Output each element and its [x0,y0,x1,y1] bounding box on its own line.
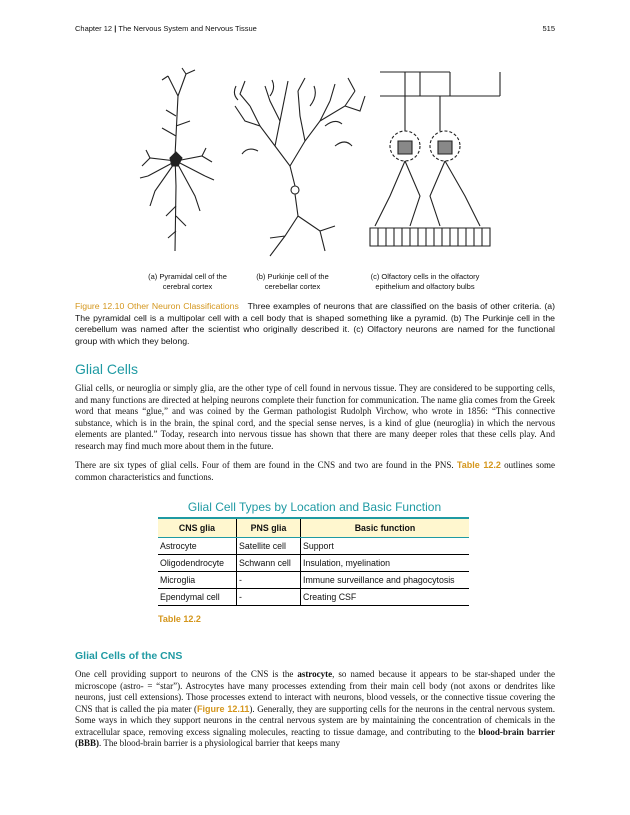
table-label: Table 12.2 [158,614,201,624]
caption-c [355,272,495,292]
term-astrocyte: astrocyte [297,669,333,679]
cell-cns: Microglia [158,572,237,589]
chapter-number: Chapter 12 [75,24,113,33]
cell-pns: - [237,589,301,606]
col-pns-glia: PNS glia [237,518,301,538]
figure-label[interactable]: Figure 12.10 Other Neuron Classifications [75,301,239,311]
chapter-heading [75,24,257,33]
figure-caption [75,301,555,347]
olfactory-cells-drawing [370,72,500,246]
col-cns-glia: CNS glia [158,518,237,538]
neuron-illustration [120,66,520,266]
page-header [75,24,555,33]
cell-cns: Oligodendrocyte [158,555,237,572]
purkinje-cell-drawing [234,78,365,256]
subsection-title: Glial Cells of the CNS [75,650,183,662]
cell-cns: Ependymal cell [158,589,237,606]
cell-function: Support [301,538,470,555]
section-title: Glial Cells [75,361,139,377]
caption-b [245,272,340,292]
caption-b-line2: cerebellar cortex [264,282,321,291]
overview-paragraph [75,460,555,483]
table-title: Glial Cell Types by Location and Basic Function [187,500,442,514]
table-row [158,572,469,589]
intro-paragraph: Glial cells, or neuroglia or simply glia, are the other type of cell found in nervous tissue. They are considered to be supporting cells, and many functions are directed at helping neurons complete their function for communication. The name glia comes from the Greek word that means “glue,” and was coined by the German pathologist Rudolph Virchow, who wrote in 1856: “This connective substance, which is in the brain, the spinal cord, and the special sense nerves, is a kind of glue (neuroglia) in which the nervous elements are planted.” Today, research into nervous tissue has shown that there are many deeper roles that these cells play. And research may find much more about them in the future. [75,383,555,451]
caption-a-line1: (a) Pyramidal cell of the [148,272,227,281]
caption-c-line1: (c) Olfactory cells in the olfactory [370,272,480,281]
table-row [158,589,469,606]
figure-caption-text: Three examples of neurons that are classified on the basis of other criteria. (a) The pyramidal cell is a multipolar cell with a cell body that is shaped something like a pyramid. (b) The Purkinje cell in the cerebellum was named after the scientist who originally described it. (c) Olfactory neurons are named for the functional group with which they belong. [75,301,555,346]
header-separator: | [112,24,119,33]
cell-function: Immune surveillance and phagocytosis [301,572,470,589]
table-row [158,555,469,572]
astrocyte-text-1: One cell providing support to neurons of the CNS is the [75,669,298,679]
caption-a-line2: cerebral cortex [162,282,213,291]
table-link[interactable]: Table 12.2 [456,460,501,470]
overview-text-end: outlines some common characteristics and functions. [75,460,555,482]
figure-link[interactable]: Figure 12.11 [197,703,250,714]
astrocyte-paragraph [75,669,555,750]
cell-cns: Astrocyte [158,538,237,555]
pyramidal-cell-drawing [140,68,214,251]
col-basic-function: Basic function [301,518,470,538]
cell-pns: - [237,572,301,589]
astrocyte-text-2: , so named because it appears to be star-shaped under the microscope (astro- = “star”). Astrocytes have many processes extending from their main cell body (not axons or dendrites like neurons, just cell extensions). Those processes extend to interact with neurons, blood vessels, or the connective tissue covering the CNS that is called the pia mater ( [75,669,555,714]
astrocyte-text-3: ). Generally, they are supporting cells for the neurons in the central nervous system. Some ways in which they support neurons in the central nervous system are by maintaining the concentration of chemicals in the extracellular space, removing excess signaling molecules, reacting to tissue damage, and contributing to the [75,703,555,737]
page-number: 515 [542,24,555,33]
cell-pns: Schwann cell [237,555,301,572]
overview-text-start: There are six types of glial cells. Four of them are found in the CNS and two are found in the PNS. [75,460,457,470]
caption-a [135,272,240,292]
astrocyte-text-4: . The blood-brain barrier is a physiological barrier that keeps many [99,738,341,748]
cell-function: Creating CSF [301,589,470,606]
caption-b-line1: (b) Purkinje cell of the [256,272,329,281]
cell-function: Insulation, myelination [301,555,470,572]
glial-cell-table [158,517,469,606]
table-row [158,538,469,555]
table-header-row [158,518,469,538]
caption-c-line2: epithelium and olfactory bulbs [375,282,475,291]
term-bbb: blood-brain barrier (BBB) [75,726,556,748]
cell-pns: Satellite cell [237,538,301,555]
chapter-title: The Nervous System and Nervous Tissue [118,24,257,33]
